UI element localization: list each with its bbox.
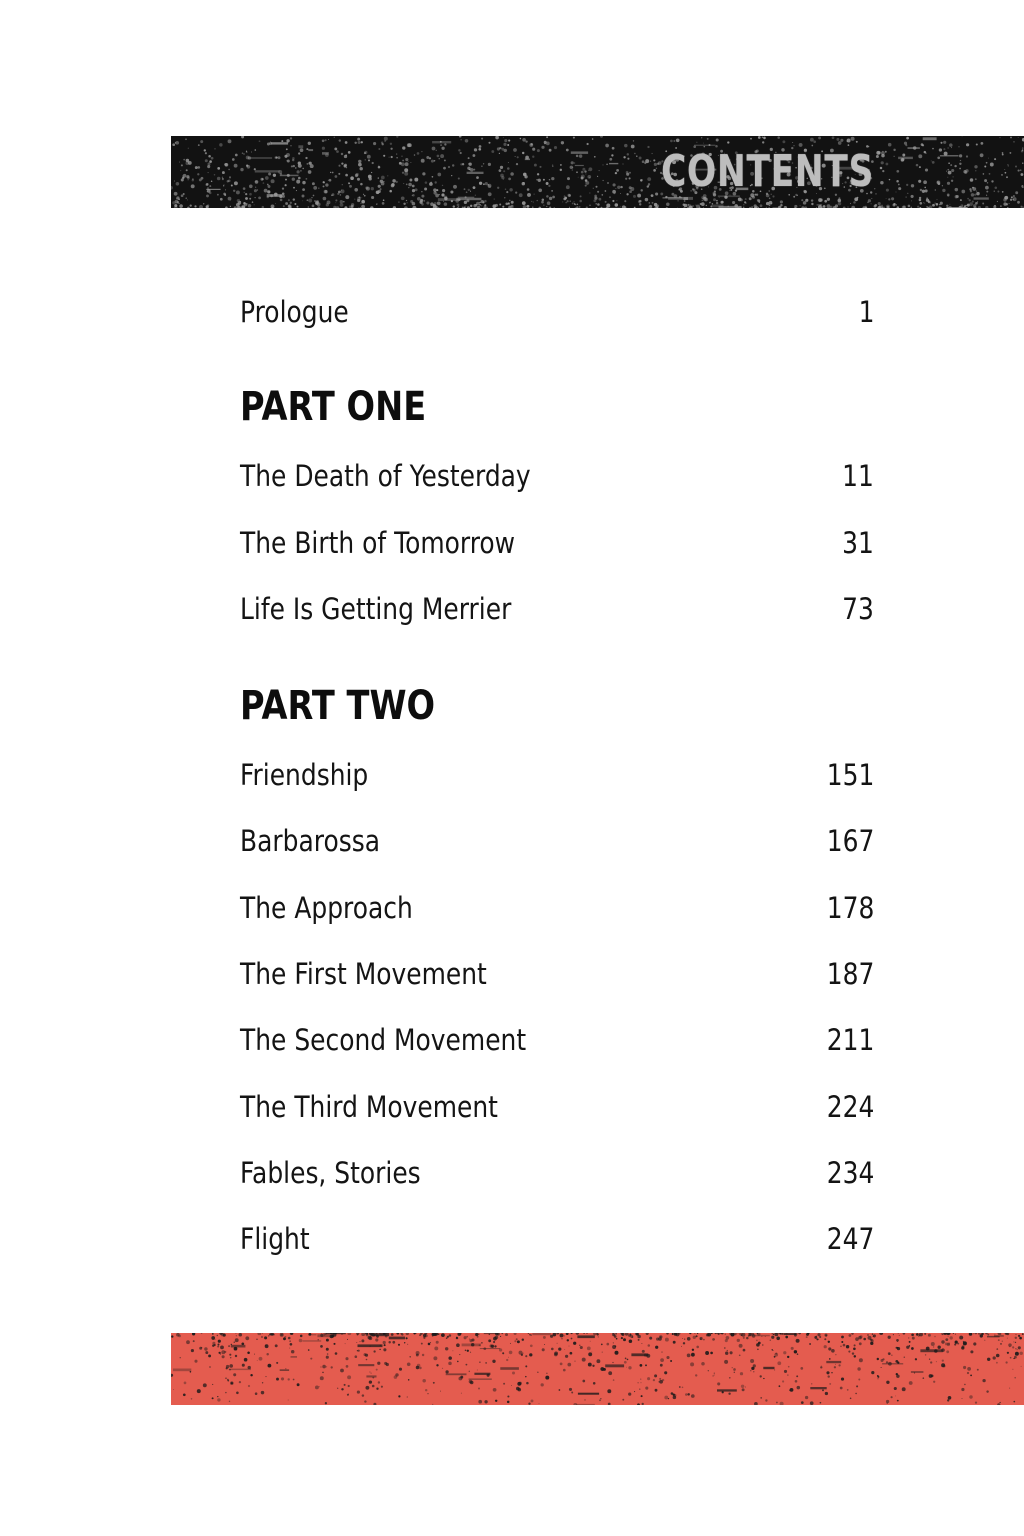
toc-entry-page: 31 [842,526,874,560]
toc-entry[interactable] [240,821,874,861]
toc-entry-page: 11 [842,459,874,493]
toc-entry-title: Flight [240,1222,310,1256]
toc-entry-title: The Birth of Tomorrow [240,526,516,560]
toc-entry[interactable] [240,954,874,994]
contents-title: CONTENTS [660,146,874,197]
toc-entry-page: 211 [826,1023,874,1057]
toc-entry[interactable] [240,1153,874,1193]
toc-entry-title: Prologue [240,295,349,329]
toc-entry-page: 187 [826,957,874,991]
toc-entry-title: The Death of Yesterday [240,459,531,493]
toc-entry-title: The First Movement [240,957,487,991]
toc-entry-title: Barbarossa [240,824,381,858]
toc-entry-page: 234 [826,1156,874,1190]
toc-entry[interactable] [240,523,874,563]
toc-entry-title: Fables, Stories [240,1156,421,1190]
toc-entry-page: 1 [858,295,874,329]
toc-entry[interactable] [240,888,874,928]
toc-entry[interactable] [240,456,874,496]
toc-entry-prologue[interactable] [240,292,874,332]
toc-entry[interactable] [240,1087,874,1127]
part-two-heading: PART TWO [240,683,436,729]
toc-entry[interactable] [240,1219,874,1259]
toc-entry-title: The Approach [240,891,413,925]
grunge-texture-top [171,136,1024,208]
part-one-heading: PART ONE [240,384,427,430]
toc-entry-title: Life Is Getting Merrier [240,592,512,626]
toc-entry-page: 167 [826,824,874,858]
toc-entry-page: 247 [826,1222,874,1256]
toc-entry-title: The Third Movement [240,1090,498,1124]
toc-entry-title: The Second Movement [240,1023,527,1057]
toc-entry[interactable] [240,755,874,795]
toc-entry[interactable] [240,589,874,629]
toc-entry-page: 151 [826,758,874,792]
toc-entry-page: 73 [842,592,874,626]
toc-entry-page: 224 [826,1090,874,1124]
footer-accent-band [171,1333,1024,1405]
toc-entry[interactable] [240,1020,874,1060]
grunge-texture-bottom [171,1333,1024,1405]
contents-header-band [171,136,1024,208]
toc-entry-page: 178 [826,891,874,925]
toc-entry-title: Friendship [240,758,369,792]
